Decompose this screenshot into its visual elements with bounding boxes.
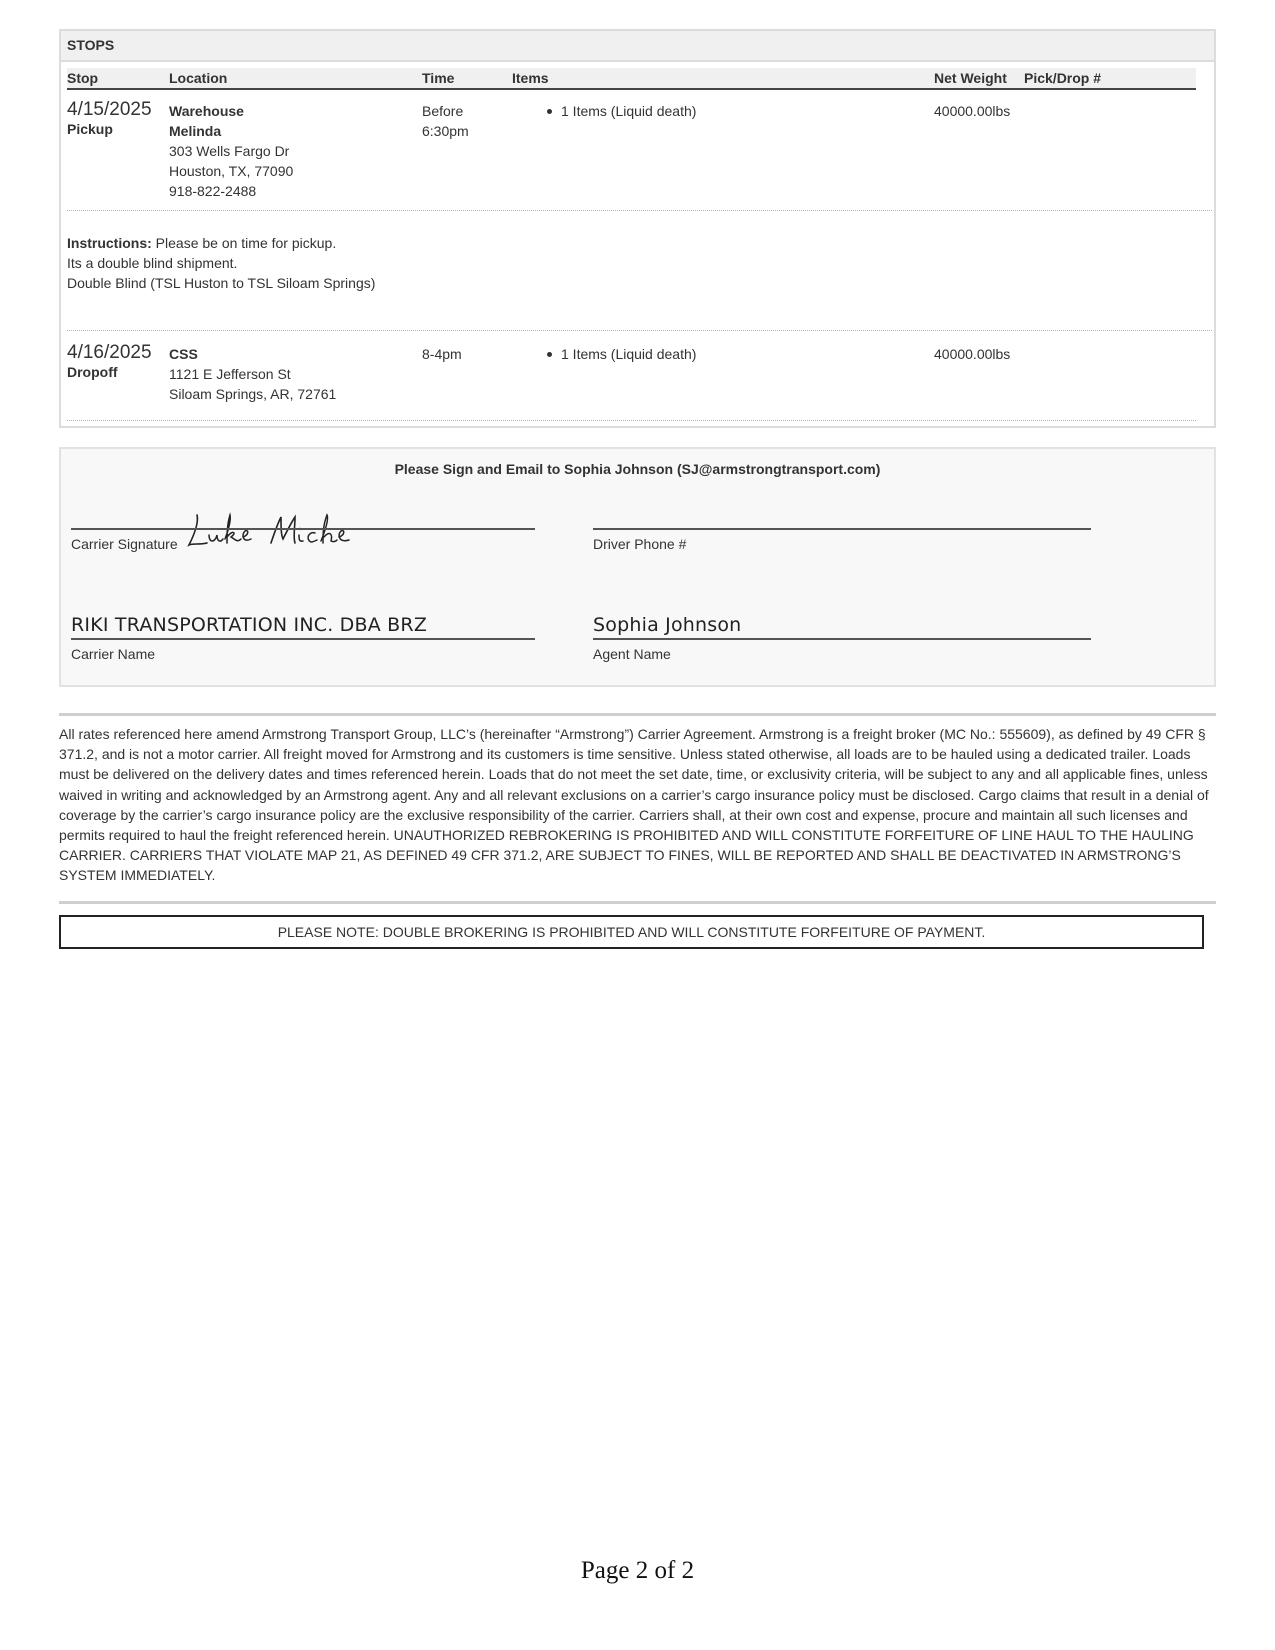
column-header-stop: Stop	[67, 70, 99, 86]
double-brokering-notice	[59, 915, 1204, 949]
agent-name-value: Sophia Johnson	[593, 614, 742, 636]
column-header-items: Items	[512, 70, 549, 86]
location-city: Siloam Springs, AR, 72761	[169, 386, 337, 402]
stop-item	[547, 344, 696, 364]
carrier-signature-label: Carrier Signature	[71, 536, 178, 552]
stop-item-text: 1 Items (Liquid death)	[561, 103, 697, 119]
row-divider	[67, 330, 1212, 331]
stop-location	[169, 101, 293, 201]
page-number: Page 2 of 2	[580, 1557, 695, 1584]
legal-divider-top	[59, 713, 1216, 716]
driver-phone-field[interactable]	[593, 528, 1091, 530]
stop-instructions	[67, 233, 375, 293]
stop-row-pickup	[67, 99, 1212, 219]
row-divider	[67, 420, 1196, 421]
stop-weight: 40000.00lbs	[934, 346, 1011, 362]
carrier-name-value: RIKI TRANSPORTATION INC. DBA BRZ	[71, 614, 428, 636]
instructions-line-1: Please be on time for pickup.	[155, 235, 337, 251]
location-contact: Melinda	[169, 123, 222, 139]
location-street: 303 Wells Fargo Dr	[169, 143, 290, 159]
stop-weight: 40000.00lbs	[934, 103, 1011, 119]
notice-text: PLEASE NOTE: DOUBLE BROKERING IS PROHIBITED AND WILL CONSTITUTE FORFEITURE OF PAYMENT.	[277, 924, 986, 940]
legal-terms-text: All rates referenced here amend Armstrong Transport Group, LLC’s (hereinafter “Armstrong”) Carrier Agreement. Armstrong is a freight broker (MC No.: 555609), as defined by 49 CFR § 371.2, and is not a motor carrier. All freight moved for Armstrong and its customers is time sensitive. Unless stated otherwise, all loads are to be hauled using a dedicated trailer. Loads must be delivered on the delivery dates and times referenced herein. Loads that do not meet the set date, time, or exclusivity criteria, will be subject to any and all applicable fines, unless waived in writing and acknowledged by an Armstrong agent. Any and all relevant exclusions on a carrier’s cargo insurance policy must be disclosed. Cargo claims that result in a denial of coverage by the carrier’s cargo insurance policy are the exclusive responsibility of the carrier. Carriers shall, at their own cost and expense, procure and maintain all such licenses and permits required to haul the freight referenced herein. UNAUTHORIZED REBROKERING IS PROHIBITED AND WILL CONSTITUTE FORFEITURE OF LINE HAUL TO THE HAULING CARRIER. CARRIERS THAT VIOLATE MAP 21, AS DEFINED 49 CFR 371.2, ARE SUBJECT TO FINES, WILL BE REPORTED AND SHALL BE DEACTIVATED IN ARMSTRONG’S SYSTEM IMMEDIATELY.	[59, 726, 1209, 884]
legal-divider-bottom	[59, 901, 1216, 904]
bullet-icon	[547, 109, 552, 114]
stop-location	[169, 344, 336, 404]
stops-table-header	[67, 68, 1196, 90]
column-header-time: Time	[422, 70, 455, 86]
carrier-name-label: Carrier Name	[71, 646, 156, 662]
stop-item	[547, 101, 696, 121]
instructions-line-2: Its a double blind shipment.	[67, 255, 238, 271]
stop-time	[422, 101, 469, 141]
stop-date: 4/16/2025	[67, 342, 152, 363]
signature-title: Please Sign and Email to Sophia Johnson (SJ@armstrongtransport.com)	[394, 461, 881, 477]
stop-row-dropoff	[67, 342, 1212, 412]
column-header-net-weight: Net Weight	[934, 70, 1007, 86]
location-name: CSS	[169, 346, 198, 362]
column-header-pick-drop: Pick/Drop #	[1024, 70, 1102, 86]
agent-name-field[interactable]	[593, 638, 1091, 640]
agent-name-label: Agent Name	[593, 646, 671, 662]
stops-header: STOPS	[61, 31, 1214, 62]
carrier-name-field[interactable]	[71, 638, 535, 640]
location-city: Houston, TX, 77090	[169, 163, 294, 179]
driver-phone-label: Driver Phone #	[593, 536, 687, 552]
stop-time-line-1: 8-4pm	[422, 346, 462, 362]
stop-time-line-1: Before	[422, 103, 464, 119]
stop-time-line-2: 6:30pm	[422, 123, 469, 139]
location-phone: 918-822-2488	[169, 183, 257, 199]
carrier-signature-field[interactable]	[71, 528, 535, 530]
stop-type: Dropoff	[67, 364, 118, 380]
row-divider	[67, 210, 1212, 211]
stop-date: 4/15/2025	[67, 99, 152, 120]
instructions-label: Instructions:	[67, 235, 152, 251]
location-street: 1121 E Jefferson St	[169, 366, 291, 382]
stop-type: Pickup	[67, 121, 113, 137]
column-header-location: Location	[169, 70, 228, 86]
location-name: Warehouse	[169, 103, 244, 119]
instructions-line-3: Double Blind (TSL Huston to TSL Siloam Springs)	[67, 275, 376, 291]
stops-section	[59, 29, 1216, 428]
stop-time	[422, 344, 462, 364]
bullet-icon	[547, 352, 552, 357]
stop-item-text: 1 Items (Liquid death)	[561, 346, 697, 362]
signature-section	[59, 447, 1216, 687]
